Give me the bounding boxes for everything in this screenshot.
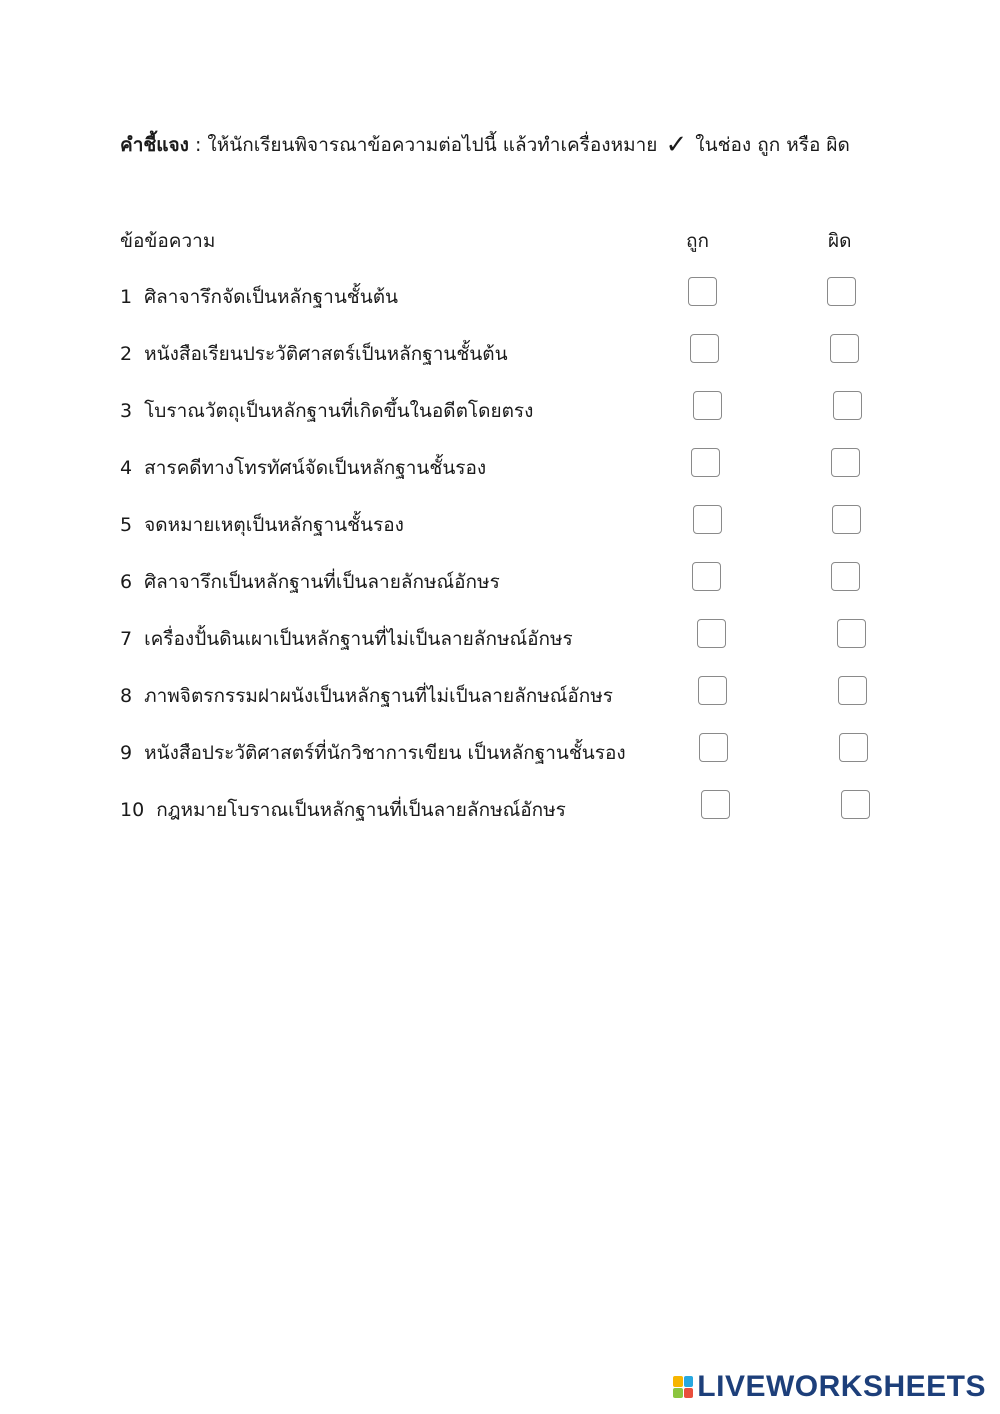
check-mark-icon: ✓: [665, 130, 688, 160]
true-checkbox[interactable]: [697, 619, 726, 648]
logo-mark-icon: [673, 1376, 693, 1398]
true-checkbox[interactable]: [688, 277, 717, 306]
instruction-body: : ให้นักเรียนพิจารณาข้อความต่อไปนี้ แล้วทำเครื่องหมาย: [188, 134, 664, 156]
false-checkbox[interactable]: [837, 619, 866, 648]
question-text: จดหมายเหตุเป็นหลักฐานชั้นรอง: [144, 514, 404, 536]
true-checkbox[interactable]: [693, 505, 722, 534]
question-text: สารคดีทางโทรทัศน์จัดเป็นหลักฐานชั้นรอง: [144, 457, 487, 479]
instruction-label: คำชี้แจง: [120, 134, 189, 156]
question-number: 6: [120, 571, 133, 593]
false-checkbox[interactable]: [839, 733, 868, 762]
false-checkbox[interactable]: [831, 562, 860, 591]
question-row: [120, 453, 486, 483]
false-checkbox[interactable]: [830, 334, 859, 363]
false-checkbox[interactable]: [831, 448, 860, 477]
header-true: ถูก: [686, 230, 710, 252]
false-checkbox[interactable]: [838, 676, 867, 705]
question-text: ศิลาจารึกจัดเป็นหลักฐานชั้นต้น: [144, 286, 399, 308]
question-text: กฎหมายโบราณเป็นหลักฐานที่เป็นลายลักษณ์อักษร: [156, 799, 566, 821]
question-row: [120, 510, 404, 540]
true-checkbox[interactable]: [692, 562, 721, 591]
instruction-body-end: ในช่อง ถูก หรือ ผิด: [689, 134, 850, 156]
liveworksheets-logo: [673, 1370, 986, 1404]
question-text: ศิลาจารึกเป็นหลักฐานที่เป็นลายลักษณ์อักษร: [144, 571, 500, 593]
false-checkbox[interactable]: [841, 790, 870, 819]
true-checkbox[interactable]: [693, 391, 722, 420]
question-row: [120, 396, 533, 426]
true-checkbox[interactable]: [690, 334, 719, 363]
question-row: [120, 282, 398, 312]
question-text: ภาพจิตรกรรมฝาผนังเป็นหลักฐานที่ไม่เป็นลายลักษณ์อักษร: [144, 685, 614, 707]
question-number: 8: [120, 685, 133, 707]
question-row: [120, 567, 500, 597]
header-false: ผิด: [828, 230, 852, 252]
question-number: 2: [120, 343, 133, 365]
true-checkbox[interactable]: [701, 790, 730, 819]
question-row: [120, 624, 573, 654]
question-row: [120, 795, 566, 825]
question-row: [120, 681, 613, 711]
false-checkbox[interactable]: [832, 505, 861, 534]
question-text: หนังสือเรียนประวัติศาสตร์เป็นหลักฐานชั้นต้น: [144, 343, 508, 365]
question-row: [120, 738, 626, 768]
question-number: 5: [120, 514, 133, 536]
question-text: เครื่องปั้นดินเผาเป็นหลักฐานที่ไม่เป็นลายลักษณ์อักษร: [144, 628, 573, 650]
question-text: หนังสือประวัติศาสตร์ที่นักวิชาการเขียน เป็นหลักฐานชั้นรอง: [144, 742, 626, 764]
question-number: 9: [120, 742, 133, 764]
question-row: [120, 339, 508, 369]
question-number: 4: [120, 457, 133, 479]
question-number: 3: [120, 400, 133, 422]
false-checkbox[interactable]: [827, 277, 856, 306]
true-checkbox[interactable]: [699, 733, 728, 762]
true-checkbox[interactable]: [691, 448, 720, 477]
question-text: โบราณวัตถุเป็นหลักฐานที่เกิดขึ้นในอดีตโดยตรง: [144, 400, 534, 422]
logo-text: LIVEWORKSHEETS: [697, 1370, 986, 1403]
instruction-text: [120, 130, 850, 160]
question-number: 7: [120, 628, 133, 650]
true-checkbox[interactable]: [698, 676, 727, 705]
question-number: 10: [120, 799, 145, 821]
question-number: 1: [120, 286, 133, 308]
false-checkbox[interactable]: [833, 391, 862, 420]
header-statement: ข้อข้อความ: [120, 230, 216, 252]
